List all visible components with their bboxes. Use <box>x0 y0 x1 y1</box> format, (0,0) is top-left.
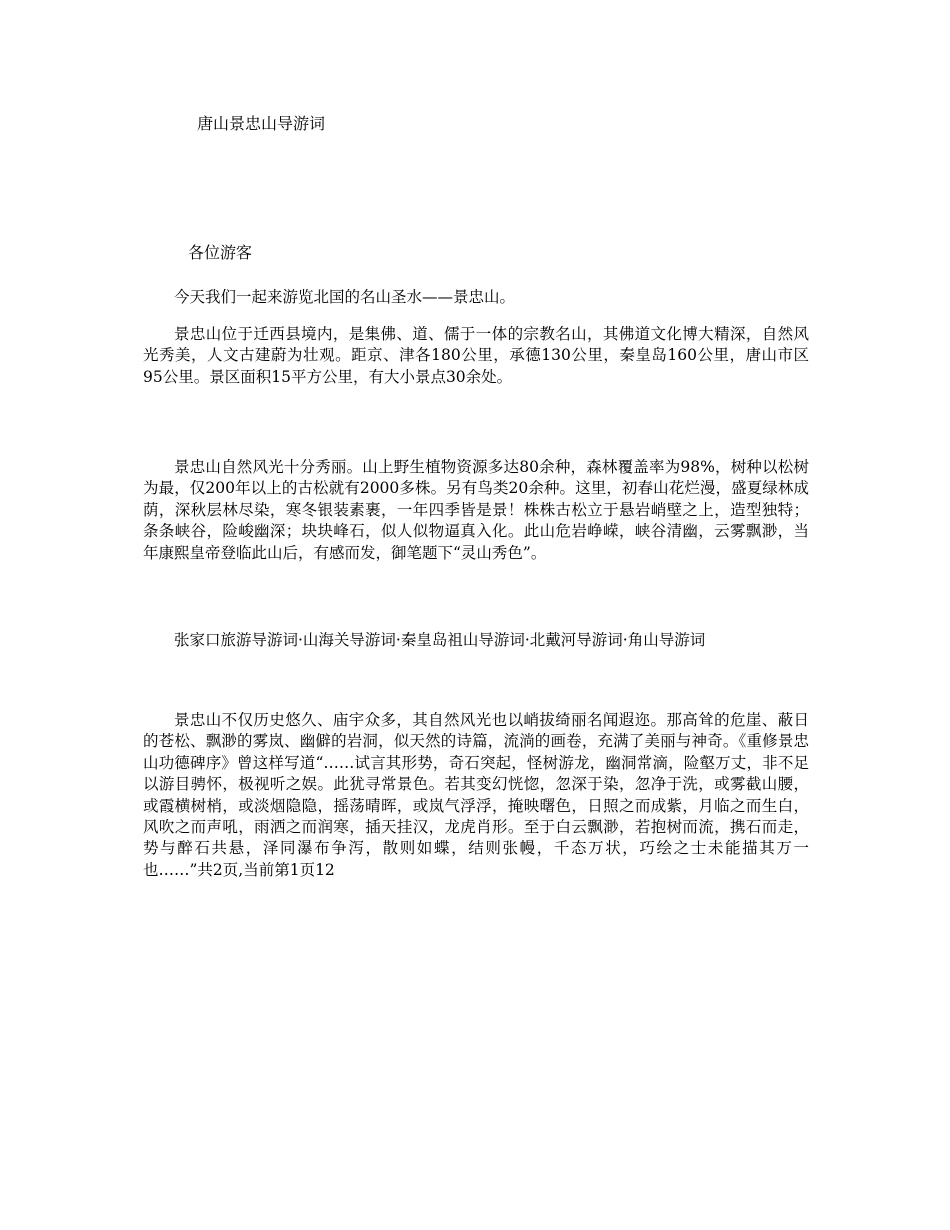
paragraph-scenery: 景忠山自然风光十分秀丽。山上野生植物资源多达80余种，森林覆盖率为98%，树种以松树为最，仅200年以上的古松就有2000多株。另有鸟类20余种。这里，初春山花烂漫，盛夏绿林成荫，深秋层林尽染，寒冬银装素裹，一年四季皆是景！株株古松立于悬岩峭壁之上，造型独特；条条峡谷，险峻幽深；块块峰石，似人似物逼真入化。此山危岩峥嵘，峡谷清幽，云雾飘渺，当年康熙皇帝登临此山后，有感而发，御笔题下“灵山秀色”。 <box>143 458 809 562</box>
greeting: 各位游客 <box>188 243 253 262</box>
paragraph-intro: 今天我们一起来游览北国的名山圣水——景忠山。 <box>174 288 516 306</box>
document-title: 唐山景忠山导游词 <box>197 114 326 133</box>
paragraph-location: 景忠山位于迁西县境内，是集佛、道、儒于一体的宗教名山，其佛道文化博大精深，自然风光秀美，人文古建蔚为壮观。距京、津各180公里，承德130公里，秦皇岛160公里，唐山市区95公里。景区面积15平方公里，有大小景点30余处。 <box>143 325 809 386</box>
paragraph-related-links: 张家口旅游导游词·山海关导游词·秦皇岛祖山导游词·北戴河导游词·角山导游词 <box>174 631 706 649</box>
paragraph-history: 景忠山不仅历史悠久、庙宇众多，其自然风光也以峭拔绮丽名闻遐迩。那高耸的危崖、蔽日的苍松、飘渺的雾岚、幽僻的岩洞，似天然的诗篇，流淌的画卷，充满了美丽与神奇。《重修景忠山功德碑序》曾这样写道“……试言其形势，奇石突起，怪树游龙，幽洞常滴，险壑万丈，非不足以游目骋怀，极视听之娱。此犹寻常景色。若其变幻恍惚，忽深于染，忽净于洗，或雾截山腰，或霞横树梢，或淡烟隐隐，摇荡晴晖，或岚气浮浮，掩映曙色，日照之而成紫，月临之而生白，风吹之而声吼，雨洒之而润寒，插天挂汉，龙虎肖形。至于白云飘渺，若抱树而流，携石而走，势与醉石共悬，泽同瀑布争泻，散则如蝶，结则张幔，千态万状，巧绘之士未能描其万一也……”共2页,当前第1页12 <box>143 711 809 879</box>
